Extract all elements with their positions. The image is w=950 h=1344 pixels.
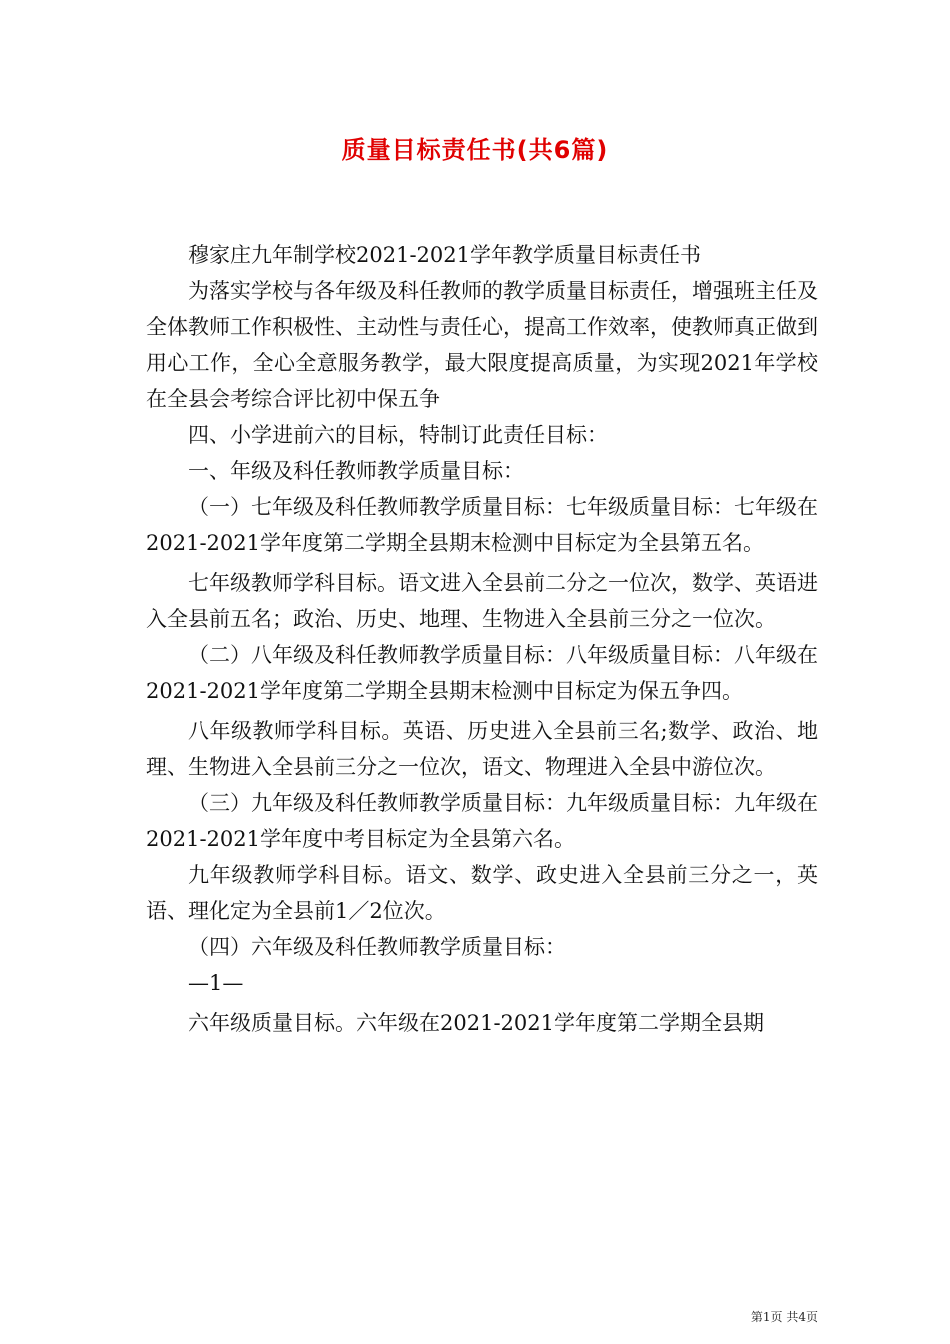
- paragraph-school-heading: 穆家庄九年制学校2021-2021学年教学质量目标责任书: [188, 243, 701, 267]
- paragraph-grade-eight: （二）八年级及科任教师教学质量目标：八年级质量目标：八年级在2021-2021学年度第二学期全县期末检测中目标定为保五争四。: [146, 643, 818, 703]
- paragraph-section-one: 一、年级及科任教师教学质量目标：: [188, 459, 524, 483]
- paragraph-grade-six: （四）六年级及科任教师教学质量目标：: [188, 935, 566, 959]
- paragraph-intro: 为落实学校与各年级及科任教师的教学质量目标责任，增强班主任及全体教师工作积极性、主动性与责任心，提高工作效率，使教师真正做到用心工作，全心全意服务教学，最大限度提高质量，为实现2021年学校在全县会考综合评比初中保五争: [146, 279, 818, 411]
- page-number-footer: 第1页 共4页: [750, 1310, 818, 1324]
- paragraph-goal-statement: 四、小学进前六的目标，特制订此责任目标：: [188, 423, 608, 447]
- inline-page-marker: —1—: [188, 971, 244, 995]
- paragraph-grade-seven-subjects: 七年级教师学科目标。语文进入全县前二分之一位次，数学、英语进入全县前五名；政治、历史、地理、生物进入全县前三分之一位次。: [146, 571, 818, 631]
- paragraph-grade-eight-subjects: 八年级教师学科目标。英语、历史进入全县前三名;数学、政治、地理、生物进入全县前三分之一位次，语文、物理进入全县中游位次。: [146, 719, 818, 779]
- paragraph-grade-nine: （三）九年级及科任教师教学质量目标：九年级质量目标：九年级在2021-2021学年度中考目标定为全县第六名。: [146, 791, 818, 851]
- paragraph-grade-six-goal: 六年级质量目标。六年级在2021-2021学年度第二学期全县期: [188, 1011, 764, 1035]
- paragraph-grade-seven: （一）七年级及科任教师教学质量目标：七年级质量目标：七年级在2021-2021学年度第二学期全县期末检测中目标定为全县第五名。: [146, 495, 818, 555]
- paragraph-grade-nine-subjects: 九年级教师学科目标。语文、数学、政史进入全县前三分之一，英语、理化定为全县前1／2位次。: [146, 863, 818, 923]
- document-title: 质量目标责任书(共6篇): [341, 136, 609, 164]
- document-body: [146, 237, 818, 1041]
